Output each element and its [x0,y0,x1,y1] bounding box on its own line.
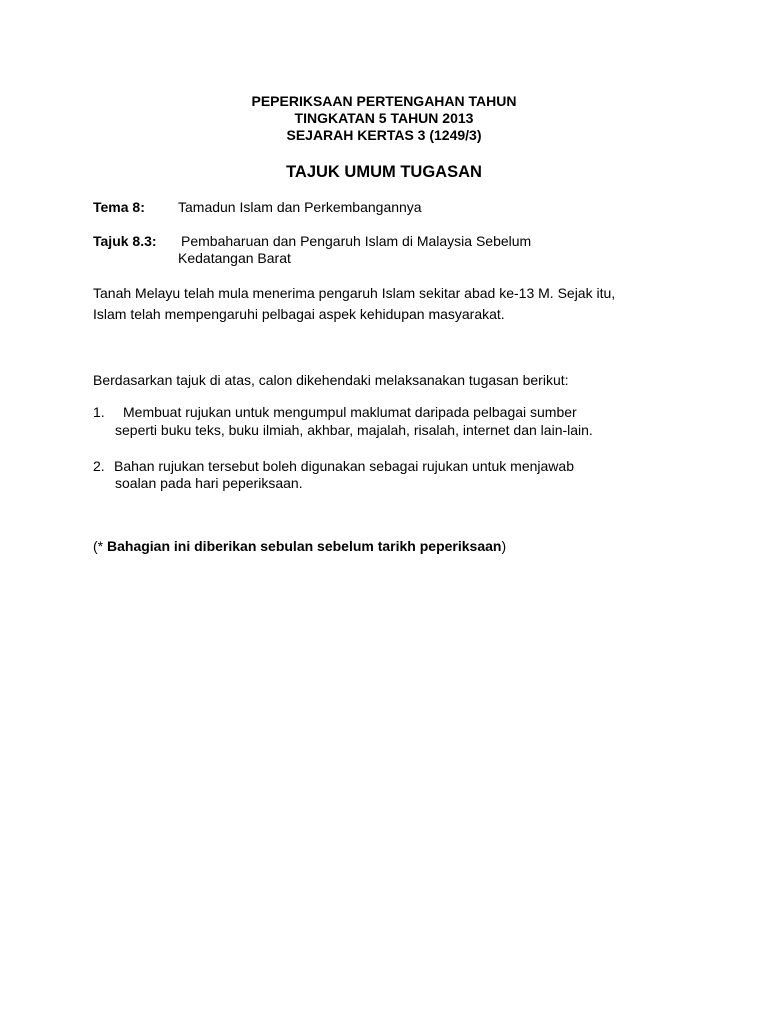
intro-paragraph [93,283,693,325]
intro-line-2: Islam telah mempengaruhi pelbagai aspek kehidupan masyarakat. [93,306,505,322]
task-item-line-1: Membuat rujukan untuk mengumpul maklumat daripada pelbagai sumber [123,404,577,420]
task-lead-paragraph: Berdasarkan tajuk di atas, calon dikehendaki melaksanakan tugasan berikut: [93,372,569,388]
exam-header [0,93,768,144]
topic-label: Tajuk 8.3: [93,233,157,249]
footnote-open: (* [93,538,107,554]
task-item-line-1: Bahan rujukan tersebut boleh digunakan sebagai rujukan untuk menjawab [114,458,574,474]
intro-line-1: Tanah Melayu telah mula menerima pengaruh Islam sekitar abad ke-13 M. Sejak itu, [93,285,616,301]
task-item-number: 1. [93,404,105,420]
task-item-line-2: seperti buku teks, buku ilmiah, akhbar, majalah, risalah, internet dan lain-lain. [115,422,593,438]
task-item-number: 2. [93,458,105,474]
topic-value-line2: Kedatangan Barat [178,250,291,266]
theme-value: Tamadun Islam dan Perkembangannya [178,199,422,215]
task-item-line-2: soalan pada hari peperiksaan. [115,475,303,491]
exam-form-year: TINGKATAN 5 TAHUN 2013 [294,110,474,126]
exam-paper-code: SEJARAH KERTAS 3 (1249/3) [286,127,482,143]
footnote-close: ) [501,538,507,554]
theme-label: Tema 8: [93,199,145,215]
exam-title: PEPERIKSAAN PERTENGAHAN TAHUN [251,93,517,109]
footnote [93,538,506,555]
topic-value-line1: Pembaharuan dan Pengaruh Islam di Malaysia Sebelum [181,233,532,249]
footnote-text: Bahagian ini diberikan sebulan sebelum tarikh peperiksaan [107,538,502,554]
section-title: TAJUK UMUM TUGASAN [286,163,482,181]
